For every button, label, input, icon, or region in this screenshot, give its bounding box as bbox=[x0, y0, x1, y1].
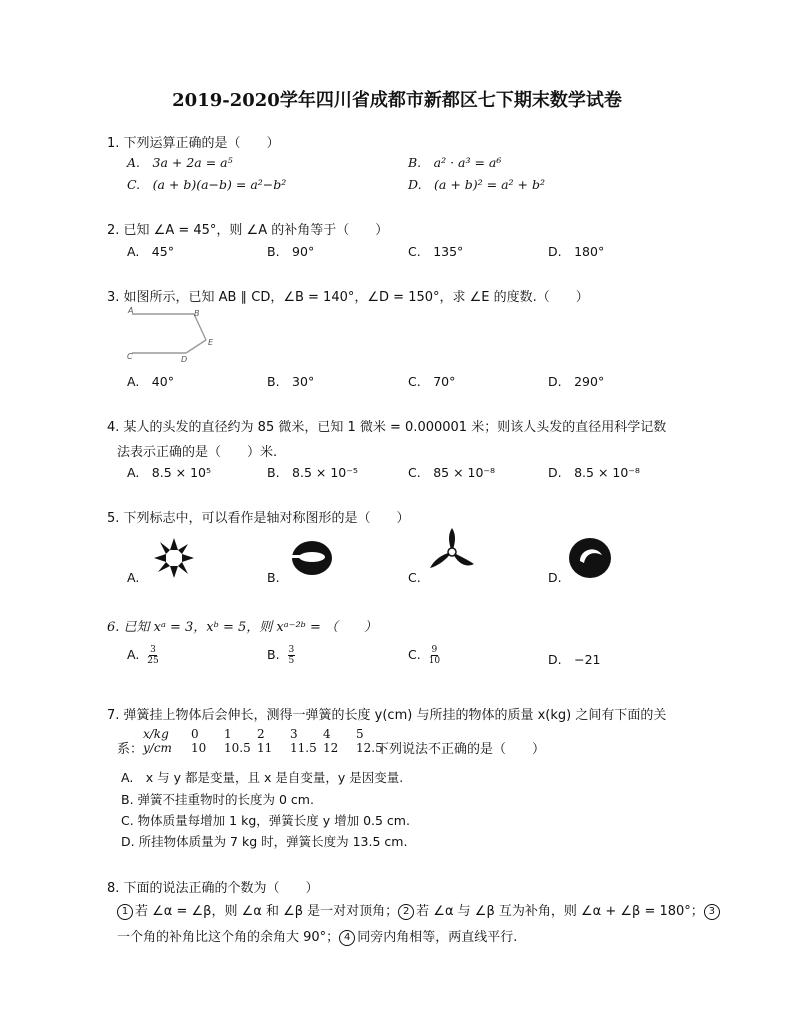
table-cell: 11 bbox=[257, 741, 273, 755]
q8-statement-3: 一个角的补角比这个角的余角大 90°； bbox=[117, 930, 340, 945]
q6-a-numerator: 3 bbox=[150, 645, 156, 655]
q3-option-d: D. 290° bbox=[548, 374, 605, 389]
q1-option-b: B. a² · a³ = a⁶ bbox=[408, 155, 502, 170]
table-cell: 5 bbox=[356, 727, 364, 741]
q3-option-b: B. 30° bbox=[267, 374, 315, 389]
q1-option-c: C. (a + b)(a−b) = a²−b² bbox=[127, 177, 287, 192]
q6-option-a bbox=[127, 645, 159, 666]
table-cell: 2 bbox=[257, 727, 265, 741]
q7-data-table bbox=[143, 727, 389, 755]
q6-b-denominator: 5 bbox=[288, 656, 295, 666]
question-6-stem: 6. 已知 xᵃ = 3，xᵇ = 5，则 xᵃ⁻²ᵇ = （ ） bbox=[107, 620, 378, 635]
q6-option-b-fraction bbox=[288, 645, 296, 666]
q7-table-row-length bbox=[143, 741, 389, 755]
question-7-stem-prefix: 系： bbox=[117, 742, 144, 757]
table-cell: 11.5 bbox=[290, 741, 317, 755]
q6-c-numerator: 9 bbox=[431, 645, 438, 655]
q5-option-a: A. bbox=[127, 570, 140, 585]
propeller-logo-icon bbox=[430, 528, 474, 576]
q6-option-b bbox=[267, 645, 295, 666]
q6-option-c-label: C. bbox=[408, 647, 421, 662]
q6-c-denominator: 10 bbox=[428, 656, 441, 666]
table-cell: 3 bbox=[290, 727, 298, 741]
table-cell: 12 bbox=[323, 741, 339, 755]
q6-option-a-label: A. bbox=[127, 647, 140, 662]
q3-figure bbox=[124, 304, 224, 368]
question-7-stem-suffix: 下列说法不正确的是（ ） bbox=[376, 742, 546, 757]
q7-option-d: D. 所挂物体质量为 7 kg 时，弹簧长度为 13.5 cm. bbox=[121, 834, 408, 849]
q5-option-c: C. bbox=[408, 570, 421, 585]
question-5-stem: 5. 下列标志中，可以看作是轴对称图形的是（ ） bbox=[107, 511, 410, 526]
circled-number-4: 4 bbox=[339, 930, 355, 946]
q4-option-d: D. 8.5 × 10⁻⁸ bbox=[548, 465, 640, 480]
four-stars-logo-icon bbox=[152, 536, 196, 580]
question-4-stem-line1: 4. 某人的头发的直径约为 85 微米，已知 1 微米 = 0.000001 米；则该人头发的直径用科学记数 bbox=[107, 420, 667, 435]
table-cell: 1 bbox=[224, 727, 232, 741]
q4-option-c: C. 85 × 10⁻⁸ bbox=[408, 465, 496, 480]
swirl-logo-icon bbox=[568, 537, 612, 579]
fig-label-b: B bbox=[194, 309, 200, 318]
q7-table-head-mass: x/kg bbox=[143, 727, 169, 741]
question-1-stem: 1. 下列运算正确的是（ ） bbox=[107, 136, 280, 151]
question-7-stem-line1: 7. 弹簧挂上物体后会伸长，测得一弹簧的长度 y(cm) 与所挂的物体的质量 x(kg) 之间有下面的关 bbox=[107, 708, 667, 723]
q2-option-a: A. 45° bbox=[127, 244, 174, 259]
q7-option-c: C. 物体质量每增加 1 kg，弹簧长度 y 增加 0.5 cm. bbox=[121, 813, 410, 828]
q8-statement-4: 同旁内角相等，两直线平行. bbox=[357, 930, 518, 945]
q6-option-c bbox=[408, 645, 440, 666]
q8-line-1 bbox=[117, 900, 722, 920]
table-cell: 4 bbox=[323, 727, 331, 741]
fig-label-d: D bbox=[181, 355, 188, 364]
q1-option-a: A. 3a + 2a = a⁵ bbox=[127, 155, 233, 170]
question-2-stem: 2. 已知 ∠A = 45°，则 ∠A 的补角等于（ ） bbox=[107, 223, 389, 238]
q5-option-d: D. bbox=[548, 570, 562, 585]
circled-number-3: 3 bbox=[704, 904, 720, 920]
q3-option-c: C. 70° bbox=[408, 374, 456, 389]
table-cell: 0 bbox=[191, 727, 199, 741]
q3-option-a: A. 40° bbox=[127, 374, 174, 389]
q7-table-head-length: y/cm bbox=[143, 741, 172, 755]
table-cell: 10 bbox=[191, 741, 207, 755]
circled-number-2: 2 bbox=[398, 904, 414, 920]
question-4-stem-line2: 法表示正确的是（ ）米. bbox=[117, 445, 278, 460]
q4-option-a: A. 8.5 × 10⁵ bbox=[127, 465, 212, 480]
fig-label-a: A bbox=[128, 306, 134, 315]
q1-option-d: D. (a + b)² = a² + b² bbox=[408, 177, 546, 192]
q5-option-b: B. bbox=[267, 570, 280, 585]
q6-b-numerator: 3 bbox=[288, 645, 295, 655]
q2-option-d: D. 180° bbox=[548, 244, 605, 259]
page-title: 2019-2020学年四川省成都市新都区七下期末数学试卷 bbox=[172, 90, 622, 111]
q6-a-denominator: 25 bbox=[147, 656, 159, 666]
q7-table-row-mass bbox=[143, 727, 389, 741]
question-8-stem: 8. 下面的说法正确的个数为（ ） bbox=[107, 881, 319, 896]
table-cell: 10.5 bbox=[224, 741, 251, 755]
q4-option-b: B. 8.5 × 10⁻⁵ bbox=[267, 465, 358, 480]
fig-label-e: E bbox=[208, 338, 214, 347]
q7-option-b: B. 弹簧不挂重物时的长度为 0 cm. bbox=[121, 792, 314, 807]
q7-option-a: A. x 与 y 都是变量，且 x 是自变量，y 是因变量. bbox=[121, 770, 404, 785]
q6-option-c-fraction bbox=[429, 645, 440, 666]
circled-number-1: 1 bbox=[117, 904, 133, 920]
q6-option-a-fraction bbox=[147, 645, 158, 666]
q6-option-d: D. −21 bbox=[548, 652, 601, 667]
ring-logo-icon bbox=[290, 538, 334, 578]
q8-statement-2: 若 ∠α 与 ∠β 互为补角，则 ∠α + ∠β = 180°； bbox=[416, 904, 704, 919]
q2-option-c: C. 135° bbox=[408, 244, 464, 259]
fig-label-c: C bbox=[127, 352, 133, 361]
q8-statement-1: 若 ∠α = ∠β，则 ∠α 和 ∠β 是一对对顶角； bbox=[135, 904, 399, 919]
q6-option-b-label: B. bbox=[267, 647, 280, 662]
q8-line-2 bbox=[117, 926, 517, 946]
question-3-stem: 3. 如图所示，已知 AB ∥ CD，∠B = 140°，∠D = 150°，求 ∠E 的度数.（ ） bbox=[107, 290, 589, 305]
q2-option-b: B. 90° bbox=[267, 244, 315, 259]
table-cell: 12.5 bbox=[356, 741, 383, 755]
